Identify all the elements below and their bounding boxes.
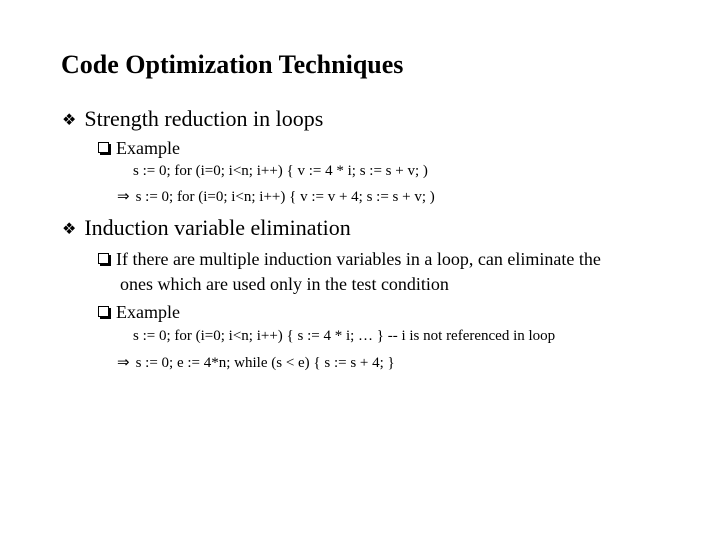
sub-bullet-text-line1: If there are multiple induction variables in a loop, can eliminate the bbox=[116, 249, 601, 269]
implies-code: s := 0; e := 4*n; while (s < e) { s := s + 4; } bbox=[135, 355, 395, 371]
box-bullet-icon bbox=[98, 306, 109, 317]
sub-bullet-label: Example bbox=[116, 302, 180, 322]
bullet-induction-variable bbox=[62, 215, 351, 241]
sub-bullet-example-1 bbox=[98, 136, 180, 161]
bullet-text: Induction variable elimination bbox=[84, 215, 351, 240]
sub-bullet-example-2 bbox=[98, 300, 180, 325]
sub-bullet-text-line2: ones which are used only in the test condition bbox=[120, 274, 449, 294]
box-bullet-icon bbox=[98, 142, 109, 153]
box-bullet-icon bbox=[98, 253, 109, 264]
implies-arrow-icon: ⇒ bbox=[117, 353, 130, 371]
implies-line bbox=[117, 187, 435, 206]
sub-bullet-label: Example bbox=[116, 138, 180, 158]
sub-bullet-multiple-induction bbox=[98, 247, 601, 297]
implies-code: s := 0; for (i=0; i<n; i++) { v := v + 4; s := s + v; ) bbox=[135, 189, 435, 205]
slide-title: Code Optimization Techniques bbox=[61, 50, 404, 79]
bullet-text: Strength reduction in loops bbox=[84, 106, 324, 131]
code-line: s := 0; for (i=0; i<n; i++) { v := 4 * i; s := s + v; ) bbox=[133, 163, 428, 179]
bullet-strength-reduction bbox=[62, 106, 323, 132]
implies-arrow-icon: ⇒ bbox=[117, 187, 130, 205]
implies-line bbox=[117, 353, 395, 372]
code-line: s := 0; for (i=0; i<n; i++) { s := 4 * i; … } -- i is not referenced in loop bbox=[133, 328, 556, 344]
diamond-bullet-icon: ❖ bbox=[62, 110, 77, 129]
diamond-bullet-icon: ❖ bbox=[62, 219, 77, 238]
